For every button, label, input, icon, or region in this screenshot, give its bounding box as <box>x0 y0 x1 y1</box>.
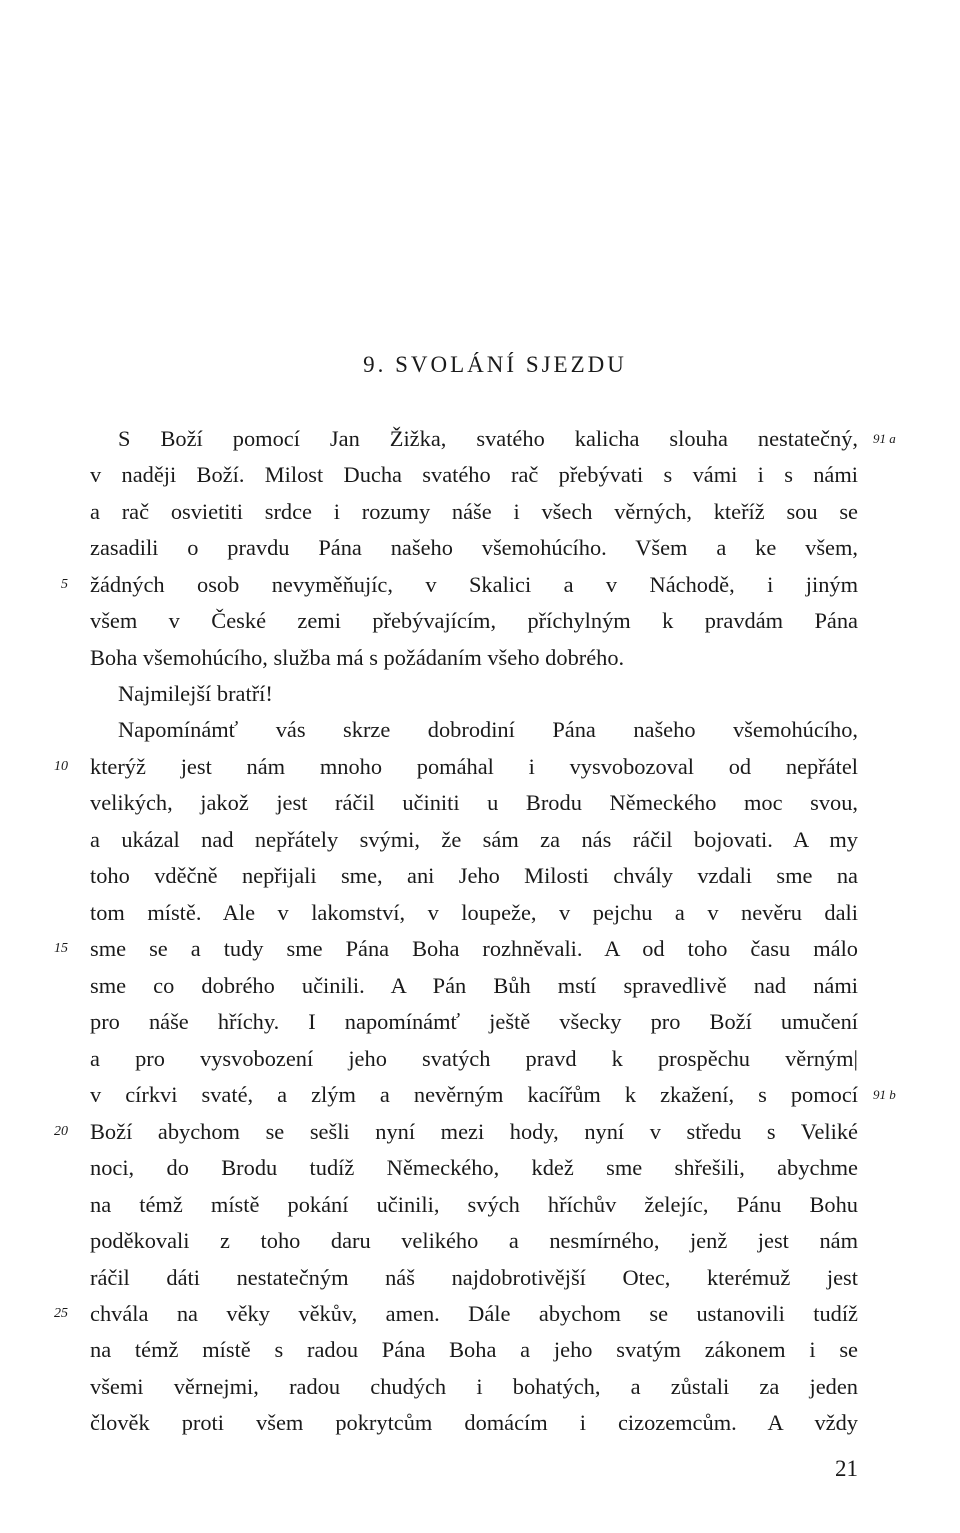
text-line: S Boží pomocí Jan Žižka, svatého kalicha slouha nestatečný, <box>118 426 858 451</box>
line-number: 25 <box>54 1306 68 1321</box>
text-line: tom místě. Ale v lakomství, v loupeže, v pejchu a v nevěru dali <box>90 900 858 925</box>
line-number: 20 <box>54 1124 68 1139</box>
line-number: 15 <box>54 941 68 956</box>
text-line: a rač osvietiti srdce i rozumy náše i všech věrných, kteříž sou se <box>90 499 858 524</box>
text-line: Napomínámť vás skrze dobrodiní Pána našeho všemohúcího, <box>118 717 858 742</box>
text-line: zasadili o pravdu Pána našeho všemohúcího. Všem a ke všem, <box>90 535 858 560</box>
text-line: sme se a tudy sme Pána Boha rozhněvali. A od toho času málo <box>90 936 858 961</box>
chapter-heading: 9. SVOLÁNÍ SJEZDU <box>363 352 627 377</box>
text-line: Najmilejší bratří! <box>118 681 273 706</box>
text-line: sme co dobrého učinili. A Pán Bůh mstí spravedlivě nad námi <box>90 973 858 998</box>
text-line: v církvi svaté, a zlým a nevěrným kacířům k zkažení, s pomocí <box>90 1082 858 1107</box>
line-number: 5 <box>61 577 68 592</box>
text-line: chvála na věky věkův, amen. Dále abychom se ustanovili tudíž <box>90 1301 858 1326</box>
text-line: na témž místě s radou Pána Boha a jeho svatým zákonem i se <box>90 1337 858 1362</box>
text-line: kterýž jest nám mnoho pomáhal i vysvobozoval od nepřátel <box>90 754 858 779</box>
text-line: člověk proti všem pokrytcům domácím i cizozemcům. A vždy <box>90 1410 858 1435</box>
text-line: v naději Boží. Milost Ducha svatého rač přebývati s vámi i s námi <box>90 462 858 487</box>
text-line: Boha všemohúcího, služba má s požádaním všeho dobrého. <box>90 645 625 670</box>
page-number: 21 <box>835 1456 858 1481</box>
text-line: a ukázal nad nepřátely svými, že sám za nás ráčil bojovati. A my <box>90 827 858 852</box>
text-line: poděkovali z toho daru velikého a nesmírného, jenž jest nám <box>90 1228 858 1253</box>
line-number: 10 <box>54 759 68 774</box>
text-line: noci, do Brodu tudíž Německého, kdež sme shřešili, abychme <box>90 1155 858 1180</box>
text-line: pro náše hříchy. I napomínámť ještě všecky pro Boží umučení <box>90 1009 858 1034</box>
text-line: velikých, jakož jest ráčil učiniti u Brodu Německého moc svou, <box>90 790 858 815</box>
text-line: ráčil dáti nestatečným náš najdobrotivější Otec, kterémuž jest <box>90 1265 858 1290</box>
text-line: Boží abychom se sešli nyní mezi hody, nyní v středu s Veliké <box>90 1119 858 1144</box>
folio-mark: 91 a <box>873 431 896 446</box>
text-line: všem v České zemi přebývajícím, příchylným k pravdám Pána <box>90 608 858 633</box>
text-line: na témž místě pokání učinili, svých hříchův želejíc, Pánu Bohu <box>90 1192 858 1217</box>
text-line: toho vděčně nepřijali sme, ani Jeho Milosti chvály vzdali sme na <box>90 863 858 888</box>
text-line: všemi věrnejmi, radou chudých i bohatých, a zůstali za jeden <box>90 1374 858 1399</box>
text-line: žádných osob nevyměňujíc, v Skalici a v Náchodě, i jiným <box>90 572 858 597</box>
folio-mark: 91 b <box>873 1087 896 1102</box>
text-line: a pro vysvobození jeho svatých pravd k prospěchu věrným| <box>90 1046 858 1071</box>
